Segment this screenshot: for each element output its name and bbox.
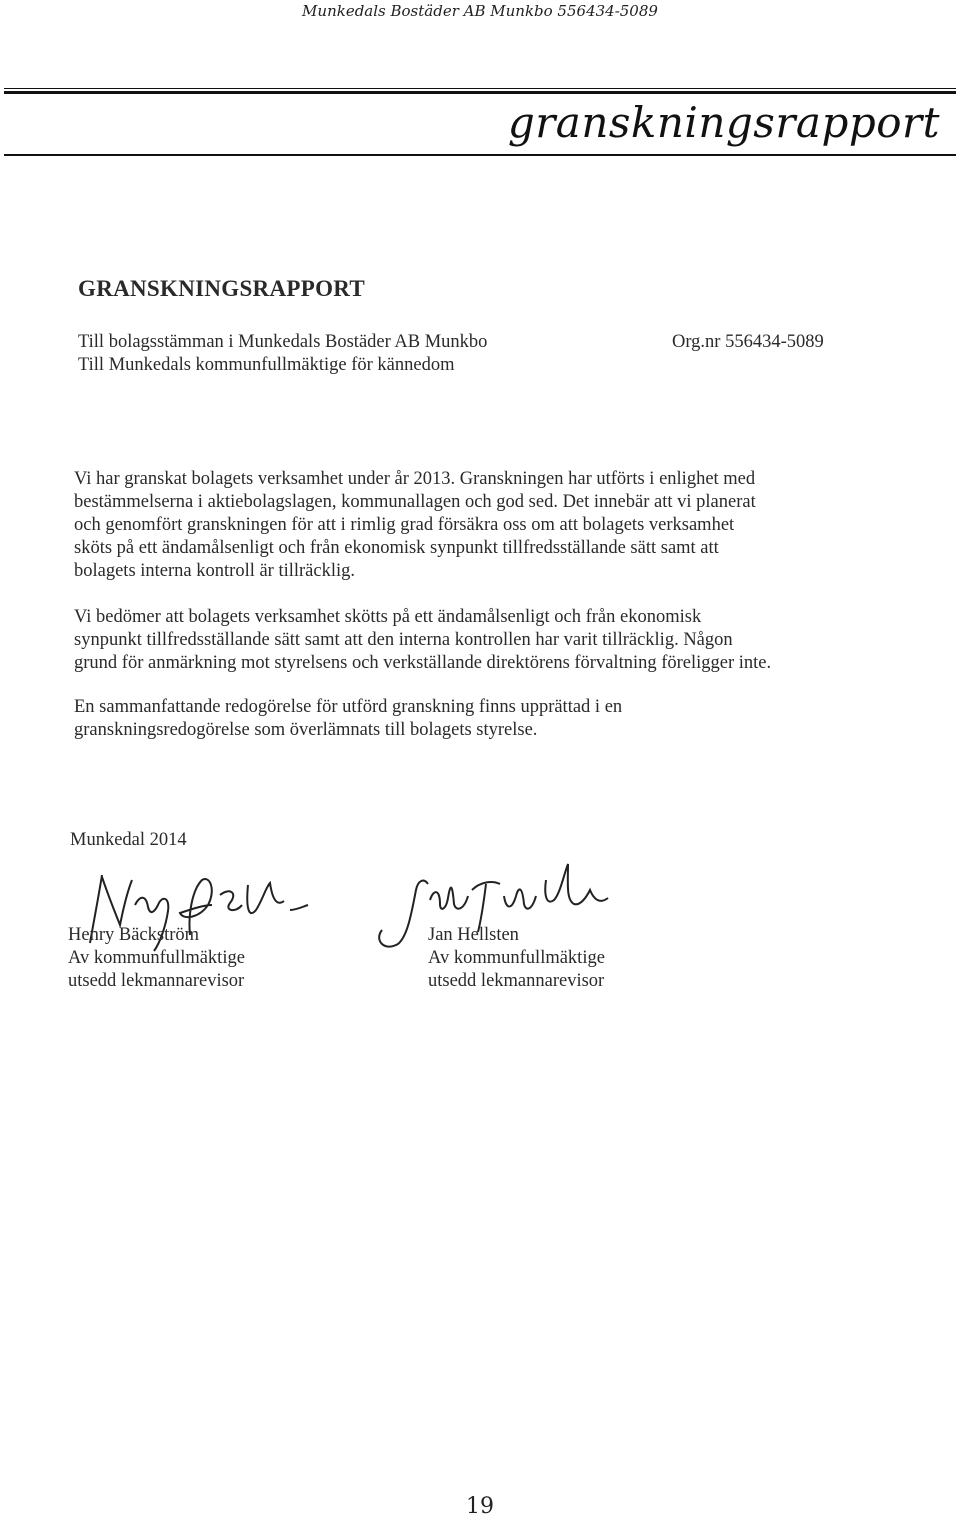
running-header: Munkedals Bostäder AB Munkbo 556434-5089 (302, 2, 658, 20)
signatory-jan (428, 924, 605, 993)
section-title: granskningsrapport (507, 98, 940, 147)
recipient-line-2: Till Munkedals kommunfullmäktige för kännedom (78, 355, 455, 375)
paragraph-line: och genomfört granskningen för att i rimlig grad försäkra oss om att bolagets verksamhet (74, 515, 735, 535)
report-heading: GRANSKNINGSRAPPORT (78, 276, 366, 301)
paragraph-assessment (74, 606, 904, 675)
signatory-henry (68, 924, 245, 993)
section-rule (4, 154, 956, 156)
paragraph-line: grund för anmärkning mot styrelsens och verkställande direktörens förvaltning föreligger inte. (74, 653, 772, 673)
paragraph-line: granskningsredogörelse som överlämnats till bolagets styrelse. (74, 720, 538, 740)
header-rule-thin (4, 88, 956, 89)
recipient-line-1: Till bolagsstämman i Munkedals Bostäder AB Munkbo (78, 332, 488, 352)
signatory-role: utsedd lekmannarevisor (68, 971, 245, 991)
paragraph-line: bestämmelserna i aktiebolagslagen, kommunallagen och god sed. Det innebär att vi planerat (74, 492, 756, 512)
scanned-report (0, 160, 960, 1490)
paragraph-summary (74, 696, 904, 742)
paragraph-scope (74, 468, 904, 583)
place-and-date: Munkedal 2014 (70, 830, 187, 850)
signatory-role: utsedd lekmannarevisor (428, 971, 605, 991)
paragraph-line: synpunkt tillfredsställande sätt samt att den interna kontrollen har varit tillräcklig. Någon (74, 630, 733, 650)
org-number: Org.nr 556434-5089 (672, 332, 824, 352)
paragraph-line: Vi har granskat bolagets verksamhet under år 2013. Granskningen har utförts i enlighet med (74, 469, 756, 489)
paragraph-line: sköts på ett ändamålsenligt och från ekonomisk synpunkt tillfredsställande sätt samt att (74, 538, 719, 558)
signatory-name: Henry Bäckström (68, 925, 200, 945)
page-number: 19 (466, 1494, 494, 1519)
paragraph-line: bolagets interna kontroll är tillräcklig. (74, 561, 356, 581)
header-rule-thick (4, 91, 956, 94)
paragraph-line: Vi bedömer att bolagets verksamhet skötts på ett ändamålsenligt och från ekonomisk (74, 607, 702, 627)
signatory-role: Av kommunfullmäktige (68, 948, 245, 968)
signatory-role: Av kommunfullmäktige (428, 948, 605, 968)
paragraph-line: En sammanfattande redogörelse för utförd granskning finns upprättad i en (74, 697, 623, 717)
signatory-name: Jan Hellsten (428, 925, 519, 945)
